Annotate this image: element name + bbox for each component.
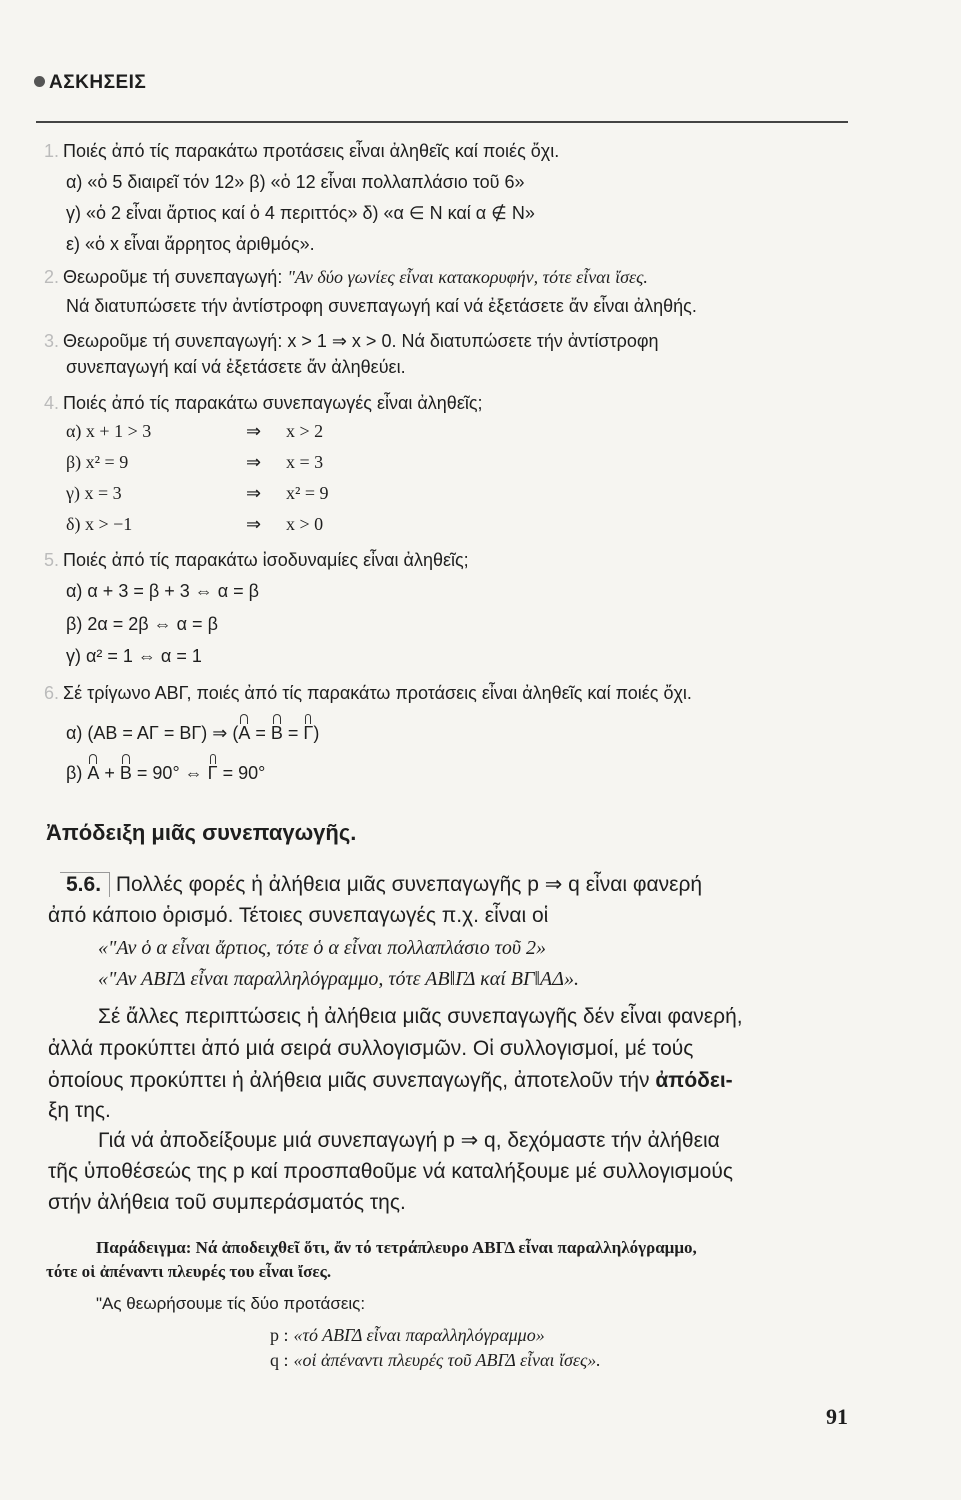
exercise-6-line-b: β) Α + Β = 90° ⇔ Γ = 90° (66, 763, 266, 783)
exercise-4-item: α) x + 1 > 3 ⇒ x > 2 (66, 421, 324, 441)
exercise-4-item: β) x² = 9 ⇒ x = 3 (66, 452, 324, 472)
exercise-6-text: 6. Σέ τρίγωνο ΑΒΓ, ποιές ἀπό τίς παρακάτω προτάσεις εἶναι ἀληθεῖς καί ποιές ὄχι. (44, 683, 692, 703)
exercise-5-item: γ) α² = 1 ⇔ α = 1 (66, 646, 202, 666)
section-title: Ἀπόδειξη μιᾶς συνεπαγωγῆς. (46, 820, 357, 845)
exercise-5-number: 5. (44, 550, 60, 570)
proposition-q: q : «οἱ ἀπέναντι πλευρές τοῦ ΑΒΓΔ εἶναι ἴσες». (270, 1350, 601, 1370)
implies-icon: ⇒ (246, 452, 262, 472)
exercises-header (34, 72, 146, 94)
exercise-1-text: 1. Ποιές ἀπό τίς παρακάτω προτάσεις εἶναι ἀληθεῖς καί ποιές ὄχι. (44, 141, 560, 161)
exercise-3-text: 3. Θεωροῦμε τή συνεπαγωγή: x > 1 ⇒ x > 0. Νά διατυπώσετε τήν ἀντίστροφη (44, 331, 659, 351)
exercise-3-line-2: συνεπαγωγή καί νά ἐξετάσετε ἄν ἀληθεύει. (66, 357, 406, 377)
angle-b: Β (270, 723, 283, 743)
exercise-1-line-a: α) «ὁ 5 διαιρεῖ τόν 12» β) «ὁ 12 εἶναι πολλαπλάσιο τοῦ 6» (66, 172, 525, 192)
section-paragraph-1: 5.6. Πολλές φορές ἡ ἀλήθεια μιᾶς συνεπαγωγῆς p ⇒ q εἶναι φανερή (60, 872, 702, 897)
exercise-1-line-c: ε) «ὁ x εἶναι ἄρρητος ἀριθμός». (66, 234, 315, 254)
exercises-title: ΑΣΚΗΣΕΙΣ (49, 72, 147, 93)
exercise-4-item: δ) x > −1 ⇒ x > 0 (66, 514, 324, 534)
example-heading: Παράδειγμα: Νά ἀποδειχθεῖ ὅτι, ἄν τό τετράπλευρο ΑΒΓΔ εἶναι παραλληλόγραμμο, (96, 1238, 697, 1257)
quote-2: «"Αν ΑΒΓΔ εἶναι παραλληλόγραμμο, τότε ΑΒ‖ΓΔ καί ΒΓ‖ΑΔ». (98, 968, 579, 990)
bullet-icon (34, 76, 45, 87)
exercise-5-item: α) α + 3 = β + 3 ⇔ α = β (66, 581, 259, 601)
exercise-2-text: 2. Θεωροῦμε τή συνεπαγωγή: "Αν δύο γωνίες εἶναι κατακορυφήν, τότε εἶναι ἴσες. (44, 267, 648, 287)
section-paragraph-1-line-2: ἀπό κάποιο ὁρισμό. Τέτοιες συνεπαγωγές π.χ. εἶναι οἱ (48, 904, 549, 927)
textbook-page: ΑΣΚΗΣΕΙΣ 1. Ποιές ἀπό τίς παρακάτω προτάσεις εἶναι ἀληθεῖς καί ποιές ὄχι. α) «ὁ 5 διαιρεῖ τόν 12» β) «ὁ 12 εἶναι πολλαπλάσιο τοῦ 6» γ) «ὁ 2 εἶναι ἄρτιος καί ὁ 4 περιττός» δ) «α ∈ N καί α ∉ N» ε) «ὁ x εἶναι ἄρρητος ἀριθμός». 2. Θεωροῦμε τή συνεπαγωγή: "Αν δύο γωνίες εἶναι κατακορυφήν, τότε εἶναι ἴσες. Νά διατυπώσετε τήν ἀντίστροφη συνεπαγωγή καί νά ἐξετάσετε ἄν εἶναι ἀληθής. 3. Θεωροῦμε τή συνεπαγωγή: x > 1 ⇒ x > 0. Νά διατυπώσετε τήν ἀντίστροφη συνεπαγωγή καί νά ἐξετάσετε ἄν ἀληθεύει. 4. Ποιές ἀπό τίς παρακάτω συνεπαγωγές εἶναι ἀληθεῖς; α) x + 1 > 3 ⇒ x > 2 β) x² = 9 ⇒ x = 3 γ) x = 3 ⇒ x² = 9 δ) x > −1 ⇒ x > 0 5. Ποιές ἀπό τίς παρακάτω ἰσοδυναμίες εἶναι ἀληθεῖς; α) α + 3 = β + 3 ⇔ α = β β) 2α = 2β ⇔ α = β γ) α² = 1 ⇔ α = 1 6. Σέ τρίγωνο ΑΒΓ, ποιές ἀπό τίς παρακάτω προτάσεις εἶναι ἀληθεῖς καί ποιές ὄχι. α) (ΑΒ = ΑΓ = ΒΓ) ⇒ (Α = Β = Γ) β) Α + Β = 90° ⇔ Γ = 90° Ἀπόδειξη μιᾶς συνεπαγωγῆς. 5.6. Πολλές φορές ἡ ἀλήθεια μιᾶς συνεπαγωγῆς p ⇒ q εἶναι φανερή ἀπό κάποιο ὁρισμό. Τέτοιες συνεπαγωγές π.χ. εἶναι οἱ «"Αν ὁ α εἶναι ἄρτιος, τότε ὁ α εἶναι πολλαπλάσιο τοῦ 2» «"Αν ΑΒΓΔ εἶναι παραλληλόγραμμο, τότε ΑΒ‖ΓΔ καί ΒΓ‖ΑΔ». Σέ ἄλλες περιπτώσεις ἡ ἀλήθεια μιᾶς συνεπαγωγῆς δέν εἶναι φανερή, ἀλλά προκύπτει ἀπό μιά σειρά συλλογισμῶν. Οἱ συλλογισμοί, μέ τούς ὁποίους προκύπτει ἡ ἀλήθεια μιᾶς συνεπαγωγῆς, ἀποτελοῦν τήν ἀπόδει- ξη της. Γιά νά ἀποδείξουμε μιά συνεπαγωγή p ⇒ q, δεχόμαστε τήν ἀλήθεια τῆς ὑποθέσεώς της p καί προσπαθοῦμε νά καταλήξουμε μέ συλλογισμούς στήν ἀλήθεια τοῦ συμπεράσματός της. Παράδειγμα: Νά ἀποδειχθεῖ ὅτι, ἄν τό τετράπλευρο ΑΒΓΔ εἶναι παραλληλόγραμμο, τότε οἱ ἀπέναντι πλευρές του εἶναι ἴσες. "Ας θεωρήσουμε τίς δύο προτάσεις: p : «τό ΑΒΓΔ εἶναι παραλληλόγραμμο» q : «οἱ ἀπέναντι πλευρές τοῦ ΑΒΓΔ εἶναι ἴσες». 91 (0, 0, 961, 1500)
angle-g: Γ (303, 723, 314, 743)
section-paragraph-2: Σέ ἄλλες περιπτώσεις ἡ ἀλήθεια μιᾶς συνεπαγωγῆς δέν εἶναι φανερή, (98, 1005, 743, 1028)
angle-g: Γ (207, 763, 218, 783)
exercise-5-item: β) 2α = 2β ⇔ α = β (66, 614, 218, 634)
exercise-4-text: 4. Ποιές ἀπό τίς παρακάτω συνεπαγωγές εἶναι ἀληθεῖς; (44, 393, 483, 413)
exercise-4-item: γ) x = 3 ⇒ x² = 9 (66, 483, 329, 503)
implies-icon: ⇒ (246, 421, 262, 441)
exercise-3-number: 3. (44, 331, 60, 351)
example-heading-line-2: τότε οἱ ἀπέναντι πλευρές του εἶναι ἴσες. (46, 1262, 332, 1281)
implies-icon: ⇒ (246, 514, 262, 534)
page-number: 91 (826, 1404, 848, 1429)
exercise-1-number: 1. (44, 141, 60, 161)
section-number: 5.6. (60, 872, 110, 897)
exercise-6-number: 6. (44, 683, 60, 703)
section-paragraph-3: Γιά νά ἀποδείξουμε μιά συνεπαγωγή p ⇒ q, δεχόμαστε τήν ἀλήθεια (98, 1129, 720, 1152)
quote-1: «"Αν ὁ α εἶναι ἄρτιος, τότε ὁ α εἶναι πολλαπλάσιο τοῦ 2» (98, 937, 547, 959)
implies-icon: ⇒ (246, 483, 262, 503)
term-proof: ἀπόδει- (655, 1069, 733, 1092)
example-text: "Ας θεωρήσουμε τίς δύο προτάσεις: (96, 1294, 366, 1313)
exercise-2-number: 2. (44, 267, 60, 287)
angle-b: Β (119, 763, 132, 783)
header-rule (36, 121, 848, 123)
exercise-2-line-2: Νά διατυπώσετε τήν ἀντίστροφη συνεπαγωγή καί νά ἐξετάσετε ἄν εἶναι ἀληθής. (66, 296, 697, 316)
exercise-6-line-a: α) (ΑΒ = ΑΓ = ΒΓ) ⇒ (Α = Β = Γ) (66, 723, 320, 743)
exercise-4-number: 4. (44, 393, 60, 413)
exercise-5-text: 5. Ποιές ἀπό τίς παρακάτω ἰσοδυναμίες εἶναι ἀληθεῖς; (44, 550, 469, 570)
proposition-p: p : «τό ΑΒΓΔ εἶναι παραλληλόγραμμο» (270, 1325, 545, 1345)
angle-a: Α (87, 763, 100, 783)
angle-a: Α (238, 723, 251, 743)
exercise-1-line-b: γ) «ὁ 2 εἶναι ἄρτιος καί ὁ 4 περιττός» δ) «α ∈ N καί α ∉ N» (66, 203, 535, 223)
